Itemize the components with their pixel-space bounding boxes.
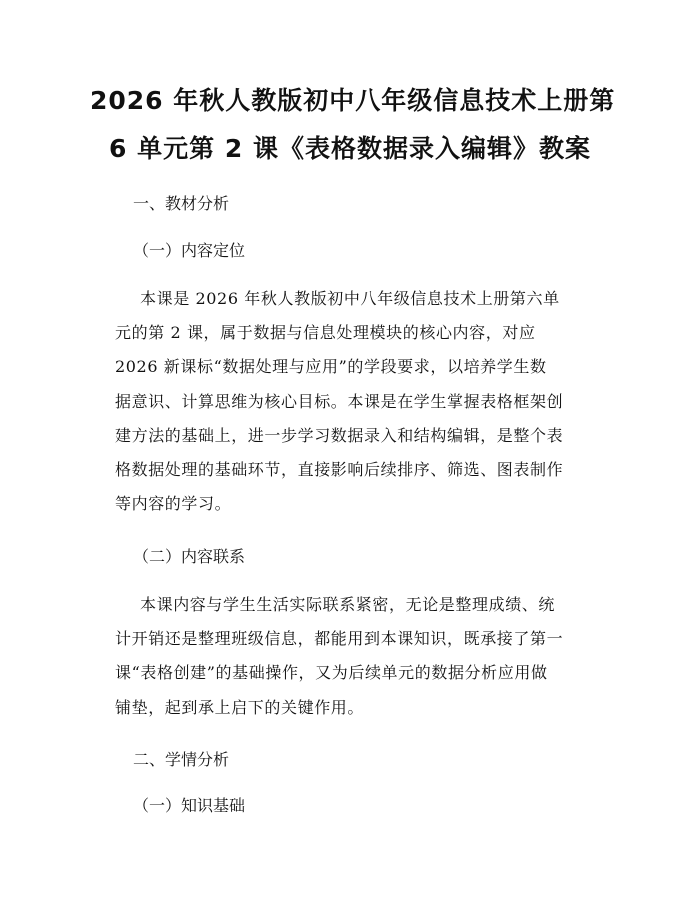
section-heading-student-analysis: 二、学情分析 <box>133 750 230 769</box>
paragraph-line: 格数据处理的基础环节，直接影响后续排序、筛选、图表制作 <box>115 460 564 479</box>
paragraph-line: 计开销还是整理班级信息，都能用到本课知识，既承接了第一 <box>115 629 564 648</box>
paragraph-line: 建方法的基础上，进一步学习数据录入和结构编辑，是整个表 <box>115 426 564 445</box>
subsection-heading-knowledge-base: （一）知识基础 <box>133 796 246 815</box>
paragraph-line: 本课是 2026 年秋人教版初中八年级信息技术上册第六单 <box>140 289 560 308</box>
subsection-heading-content-positioning: （一）内容定位 <box>133 241 246 260</box>
paragraph-line: 课“表格创建”的基础操作，又为后续单元的数据分析应用做 <box>115 663 548 682</box>
document-title-line-2: 6 单元第 2 课《表格数据录入编辑》教案 <box>109 134 591 163</box>
paragraph-line: 铺垫，起到承上启下的关键作用。 <box>115 698 365 717</box>
subsection-heading-content-connection: （二）内容联系 <box>133 547 246 566</box>
paragraph-line: 元的第 2 课，属于数据与信息处理模块的核心内容，对应 <box>115 323 536 342</box>
paragraph-content-positioning <box>115 288 615 528</box>
paragraph-line: 2026 新课标“数据处理与应用”的学段要求，以培养学生数 <box>115 357 547 376</box>
paragraph-line: 本课内容与学生生活实际联系紧密，无论是整理成绩、统 <box>140 595 556 614</box>
paragraph-line: 等内容的学习。 <box>115 494 232 513</box>
section-heading-textbook-analysis: 一、教材分析 <box>133 194 230 213</box>
paragraph-content-connection <box>115 594 615 734</box>
paragraph-line: 据意识、计算思维为核心目标。本课是在学生掌握表格框架创 <box>115 392 564 411</box>
document-title-line-1: 2026 年秋人教版初中八年级信息技术上册第 <box>90 86 616 115</box>
